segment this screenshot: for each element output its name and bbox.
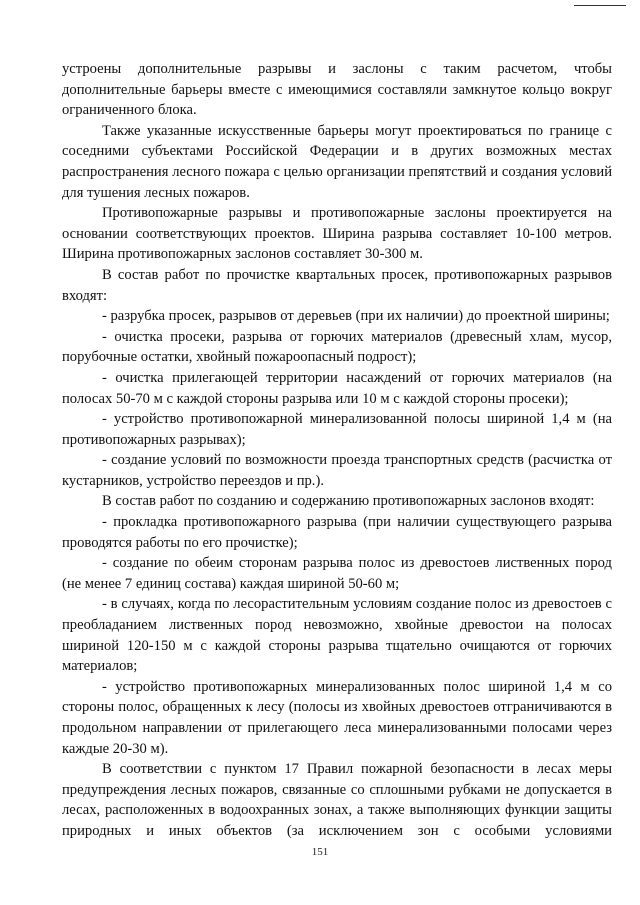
paragraph: Противопожарные разрывы и противопожарные заслоны проектируется на основании соответствующих проектов. Ширина разрыва составляет 10-100 метров. Ширина противопожарных заслонов составляет 30-300 м. <box>62 205 612 263</box>
paragraph: В состав работ по созданию и содержанию противопожарных заслонов входят: <box>102 493 595 510</box>
paragraph: В состав работ по прочистке квартальных просек, противопожарных разрывов входят: <box>62 266 612 304</box>
document-body <box>62 59 612 842</box>
list-item: - разрубка просек, разрывов от деревьев (при их наличии) до проектной ширины; <box>102 308 610 325</box>
list-item: - очистка прилегающей территории насаждений от горючих материалов (на полосах 50-70 м с каждой стороны разрыва или 10 м с каждой стороны просеки); <box>62 369 612 407</box>
page-number: 151 <box>311 846 329 858</box>
paragraph-continuation: устроены дополнительные разрывы и заслоны с таким расчетом, чтобы дополнительные барьеры вместе с имеющимися составляли замкнутое кольцо вокруг ограниченного блока. <box>62 61 612 119</box>
list-item: - прокладка противопожарного разрыва (при наличии существующего разрыва проводятся работы по его прочистке); <box>62 514 612 551</box>
list-item: - устройство противопожарной минерализованной полосы шириной 1,4 м (на противопожарных разрывах); <box>62 411 612 448</box>
list-item: - создание условий по возможности проезда транспортных средств (расчистка от кустарников, устройство переездов и пр.). <box>62 452 612 489</box>
paragraph: Также указанные искусственные барьеры могут проектироваться по границе с соседними субъектами Российской Федерации и в других возможных местах распространения лесного пожара с целью организации препятствий и создания условий для тушения лесных пожаров. <box>62 122 612 201</box>
list-item: - устройство противопожарных минерализованных полос шириной 1,4 м со стороны полос, обращенных к лесу (полосы из хвойных древостоев отграничиваются в продольном направлении от прилегающего леса минерализованными полосами через каждые 20-30 м). <box>62 678 612 757</box>
list-item: - создание по обеим сторонам разрыва полос из древостоев лиственных пород (не менее 7 единиц состава) каждая шириной 50-60 м; <box>62 555 612 592</box>
list-item: - очистка просеки, разрыва от горючих материалов (древесный хлам, мусор, порубочные остатки, хвойный пожароопасный подрост); <box>62 328 612 366</box>
top-edge-rule <box>574 5 626 6</box>
list-item: - в случаях, когда по лесорастительным условиям создание полос из древостоев с преобладанием лиственных пород невозможно, хвойные древостои на полосах шириной 120-150 м с каждой стороны разрыва тщательно очищаются от горючих материалов; <box>62 596 612 675</box>
paragraph: В соответствии с пунктом 17 Правил пожарной безопасности в лесах меры предупреждения лесных пожаров, связанные со сплошными рубками не допускается в лесах, расположенных в водоохранных зонах, а также выполняющих функции защиты природных и иных объектов (за исключением зон с особыми условиями <box>62 761 612 839</box>
